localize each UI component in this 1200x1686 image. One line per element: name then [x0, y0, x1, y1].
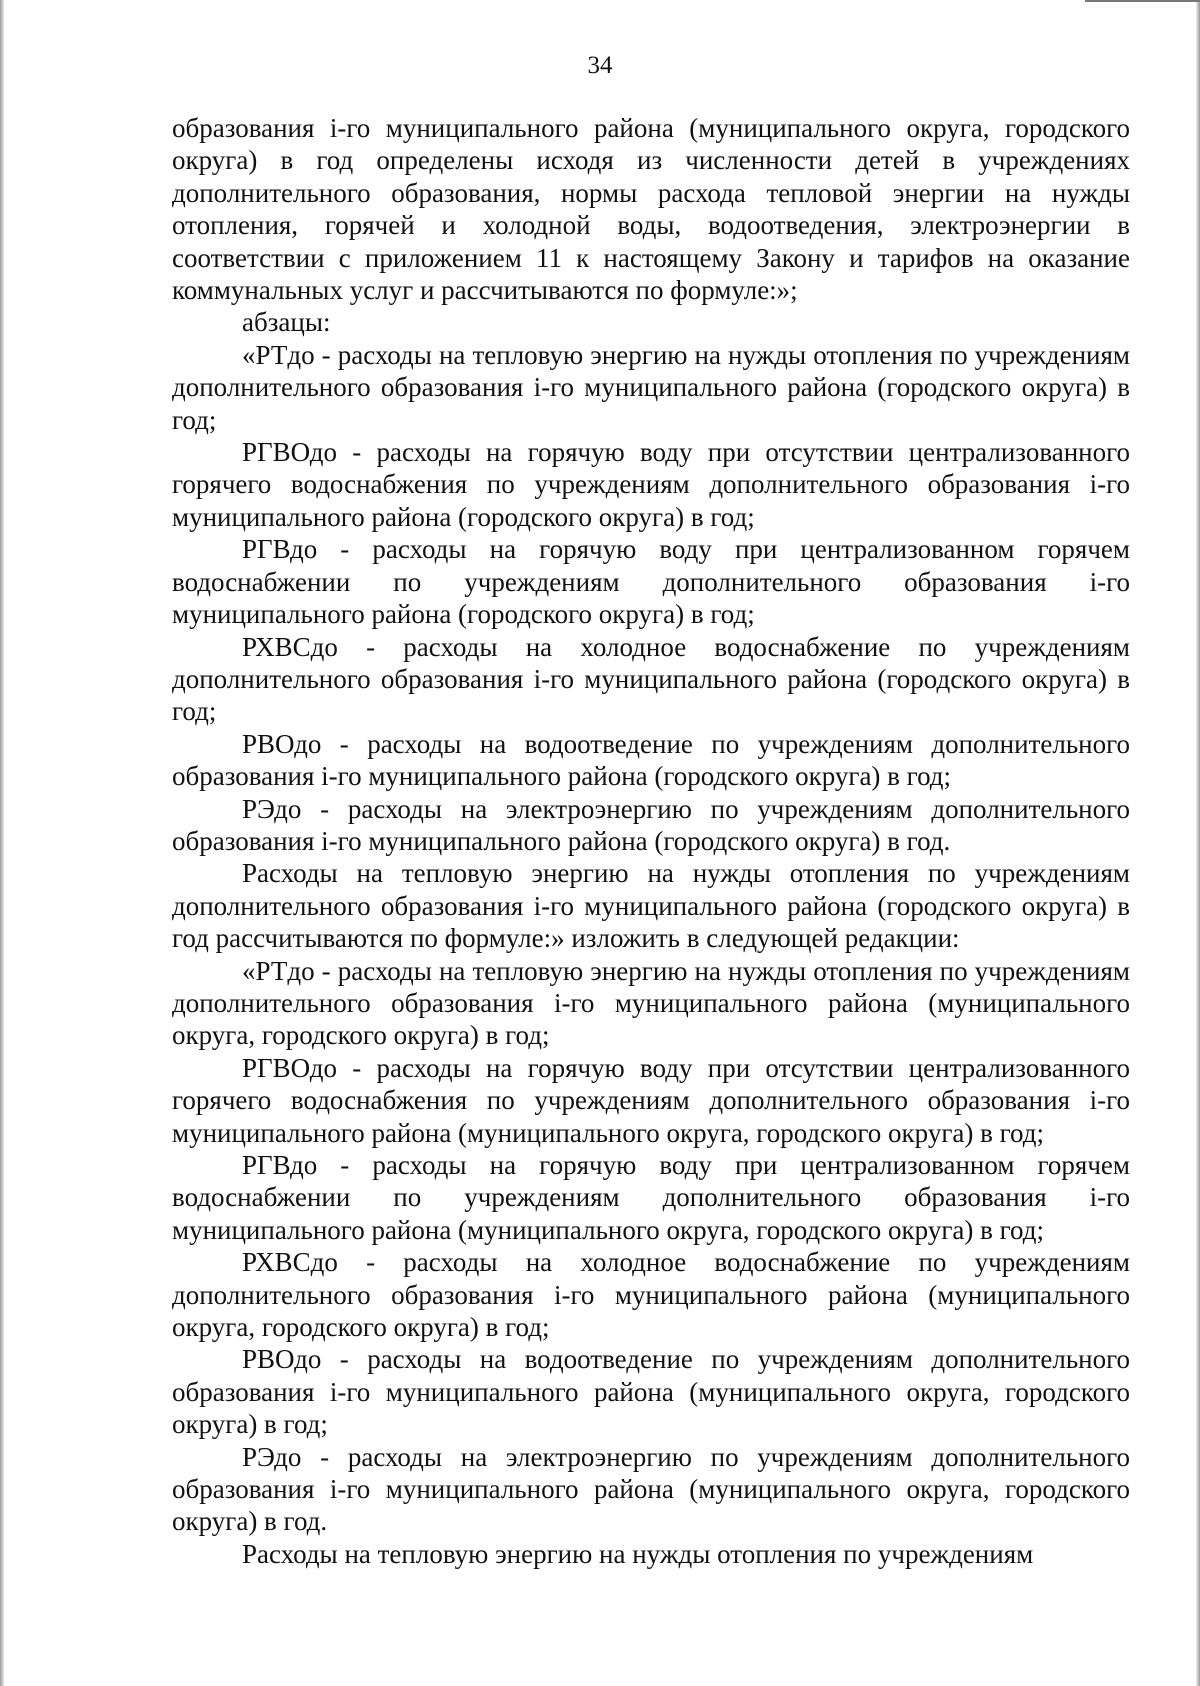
paragraph: РГВдо - расходы на горячую воду при централизованном горячем водоснабжении по учреждениям дополнительного образования i-го муниципального района (муниципального округа, городского округа) в год;	[172, 1150, 1130, 1245]
document-body	[172, 112, 1130, 1570]
paragraph: Расходы на тепловую энергию на нужды отопления по учреждениям	[242, 1538, 1034, 1569]
scan-edge-right	[1196, 0, 1200, 1686]
paragraph: РХВСдо - расходы на холодное водоснабжение по учреждениям дополнительного образования i-го муниципального района (муниципального округа, городского округа) в год;	[172, 1247, 1130, 1343]
paragraph: РГВОдо - расходы на горячую воду при отсутствии централизованного горячего водоснабжения по учреждениям дополнительного образования i-го муниципального района (муниципального округа, городского округа) в год;	[172, 1052, 1130, 1148]
paragraph: РГВдо - расходы на горячую воду при централизованном горячем водоснабжении по учреждениям дополнительного образования i-го муниципального района (городского округа) в год;	[172, 534, 1130, 630]
paragraph: РХВСдо - расходы на холодное водоснабжение по учреждениям дополнительного образования i-го муниципального района (городского округа) в год;	[172, 631, 1130, 727]
page-number: 34	[587, 52, 613, 79]
paragraph: РВОдо - расходы на водоотведение по учреждениям дополнительного образования i-го муниципального района (муниципального округа, городского округа) в год;	[172, 1344, 1130, 1440]
scan-edge-left	[0, 0, 4, 1686]
paragraph: образования i-го муниципального района (муниципального округа, городского округа) в год определены исходя из численности детей в учреждениях дополнительного образования, нормы расхода тепловой энергии на нужды отопления, горячей и холодной воды, водоотведения, электроэнергии в соответствии с приложением 11 к настоящему Закону и тарифов на оказание коммунальных услуг и рассчитываются по формуле:»;	[172, 113, 1130, 306]
paragraph: «РТдо - расходы на тепловую энергию на нужды отопления по учреждениям дополнительного образования i-го муниципального района (городского округа) в год;	[172, 339, 1130, 435]
paragraph: РГВОдо - расходы на горячую воду при отсутствии централизованного горячего водоснабжения по учреждениям дополнительного образования i-го муниципального района (городского округа) в год;	[172, 437, 1130, 532]
scan-top-line	[1085, 0, 1200, 2]
paragraph: РВОдо - расходы на водоотведение по учреждениям дополнительного образования i-го муниципального района (городского округа) в год;	[172, 728, 1130, 792]
paragraph: РЭдо - расходы на электроэнергию по учреждениям дополнительного образования i-го муниципального района (городского округа) в год.	[172, 793, 1130, 856]
paragraph: «РТдо - расходы на тепловую энергию на нужды отопления по учреждениям дополнительного образования i-го муниципального района (муниципального округа, городского округа) в год;	[172, 955, 1130, 1051]
paragraph: абзацы:	[242, 307, 331, 338]
paragraph: РЭдо - расходы на электроэнергию по учреждениям дополнительного образования i-го муниципального района (муниципального округа, городского округа) в год.	[172, 1441, 1130, 1537]
paragraph: Расходы на тепловую энергию на нужды отопления по учреждениям дополнительного образования i-го муниципального района (городского округа) в год рассчитываются по формуле:» изложить в следующей редакции:	[172, 858, 1130, 954]
